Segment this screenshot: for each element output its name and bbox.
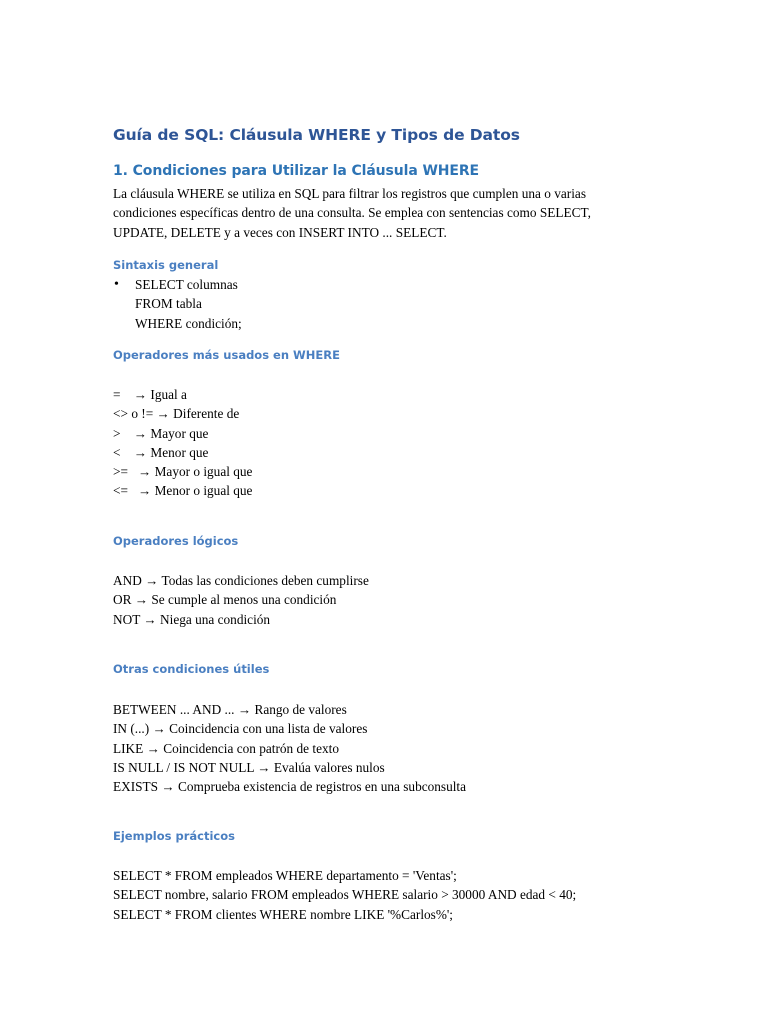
logicos-list [113,571,658,629]
bullet-icon: • [114,277,119,292]
intro-line: UPDATE, DELETE y a veces con INSERT INTO ... SELECT. [113,224,447,240]
list-item [113,275,658,333]
operadores-heading: Operadores más usados en WHERE [113,348,340,362]
list-item: AND → Todas las condiciones deben cumplirse [113,573,369,588]
intro-line: condiciones específicas dentro de una consulta. Se emplea con sentencias como SELECT, [113,205,591,221]
list-item: > → Mayor que [113,425,209,441]
sintaxis-bullet-list [113,275,658,333]
list-item: LIKE → Coincidencia con patrón de texto [113,740,339,756]
code-line: FROM tabla [135,296,202,312]
ejemplos-list [113,866,658,924]
list-item: OR → Se cumple al menos una condición [113,592,337,608]
code-line: SELECT * FROM clientes WHERE nombre LIKE '%Carlos%'; [113,906,454,922]
code-line: SELECT nombre, salario FROM empleados WHERE salario > 30000 AND edad < 40; [113,887,577,903]
list-item: IN (...) → Coincidencia con una lista de valores [113,721,368,737]
code-line: SELECT * FROM empleados WHERE departamento = 'Ventas'; [113,868,457,883]
list-item: NOT → Niega una condición [113,611,271,627]
list-item: < → Menor que [113,444,209,460]
list-item: IS NULL / IS NOT NULL → Evalúa valores nulos [113,759,385,775]
logicos-heading: Operadores lógicos [113,534,239,548]
list-item: BETWEEN ... AND ... → Rango de valores [113,702,347,717]
section-1-intro [113,184,658,242]
ejemplos-heading: Ejemplos prácticos [113,829,235,843]
list-item: = → Igual a [113,387,187,402]
section-1-heading: 1. Condiciones para Utilizar la Cláusula WHERE [113,163,480,179]
list-item: EXISTS → Comprueba existencia de registros en una subconsulta [113,779,467,795]
operadores-list [113,385,658,501]
code-line: WHERE condición; [135,315,242,331]
list-item: <= → Menor o igual que [113,483,253,499]
intro-line: La cláusula WHERE se utiliza en SQL para filtrar los registros que cumplen una o varias [113,186,587,201]
otras-heading: Otras condiciones útiles [113,662,270,676]
list-item: >= → Mayor o igual que [113,464,253,480]
sintaxis-heading: Sintaxis general [113,258,219,272]
otras-list [113,700,658,796]
code-line: SELECT columnas [135,277,238,292]
list-item: <> o != → Diferente de [113,406,240,422]
document-title: Guía de SQL: Cláusula WHERE y Tipos de Datos [113,126,520,144]
